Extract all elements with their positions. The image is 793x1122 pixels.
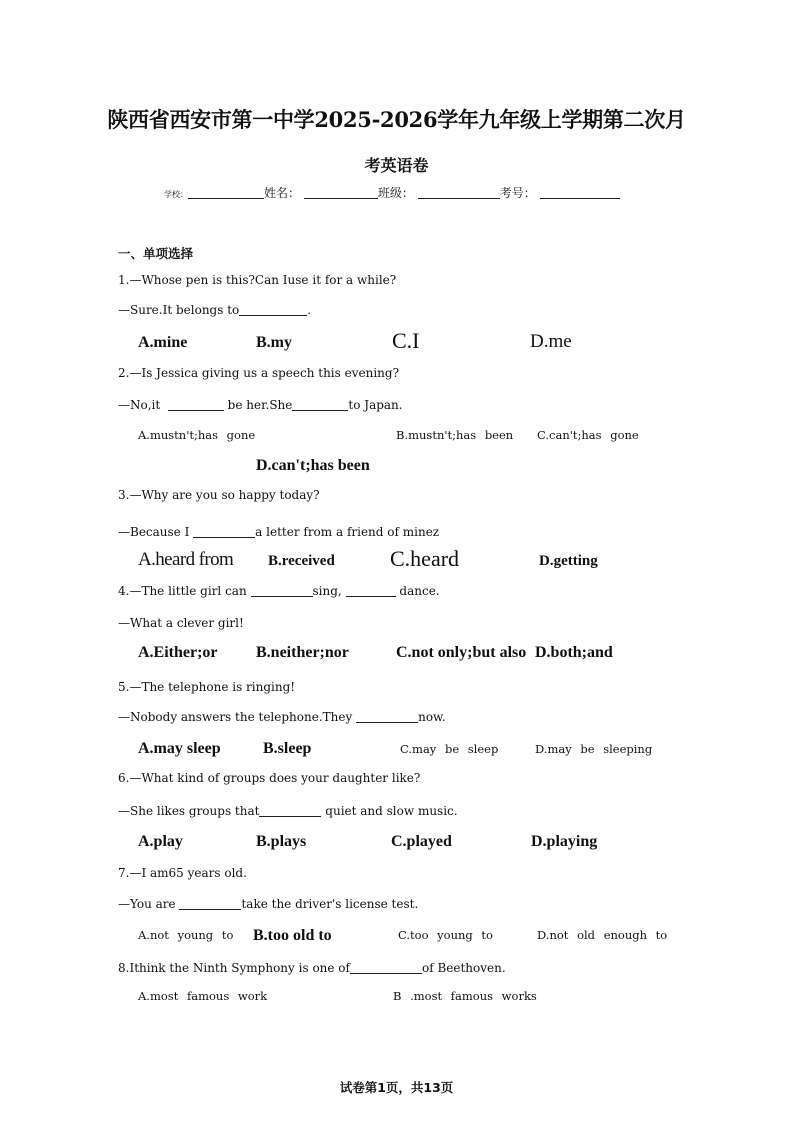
answer-blank (251, 584, 313, 597)
number-label: 考号： (499, 186, 536, 200)
answer-blank (292, 398, 348, 411)
answer-blank (350, 961, 422, 974)
q5-text-pre: —Nobody answers the telephone.They (118, 710, 353, 724)
answer-blank (193, 525, 255, 538)
answer-blank (346, 584, 396, 597)
name-blank[interactable] (304, 186, 378, 199)
q2-text-mid: be her.She (227, 398, 293, 412)
q7-text-post: take the driver's license test. (241, 897, 419, 911)
q1-option-b[interactable]: B.my (256, 334, 292, 351)
q6-option-b[interactable]: B.plays (256, 833, 307, 850)
q4-text-mid: sing, (312, 584, 342, 598)
q5-option-c[interactable]: C.may be sleep (400, 742, 499, 756)
question-1-line-1: 1.—Whose pen is this?Can Iuse it for a while? (118, 273, 397, 287)
q6-option-d[interactable]: D.playing (531, 833, 598, 850)
q6-text-pre: —She likes groups that (118, 804, 260, 818)
q4-option-d[interactable]: D.both;and (535, 644, 613, 661)
q3-option-c[interactable]: C.heard (390, 546, 460, 571)
q7-option-d[interactable]: D.not old enough to (537, 928, 668, 942)
q8-option-b[interactable]: B .most famous works (393, 989, 537, 1003)
q7-text-pre: —You are (118, 897, 176, 911)
q8-option-a[interactable]: A.most famous work (138, 989, 268, 1003)
q1-option-c[interactable]: C.I (392, 328, 420, 353)
question-6-line-2 (118, 804, 458, 818)
q4-option-a[interactable]: A.Either;or (138, 644, 218, 661)
answer-blank (179, 897, 241, 910)
q3-option-b[interactable]: B.received (268, 553, 335, 569)
q2-option-b[interactable]: B.mustn't;has been (396, 428, 514, 442)
class-label: 班级： (377, 186, 414, 200)
exam-title: 陕西省西安市第一中学2025-2026学年九年级上学期第二次月 (107, 107, 686, 132)
question-3-line-2 (118, 525, 439, 539)
q2-text-pre: —No,it (118, 398, 161, 412)
question-4-line-2: —What a clever girl! (118, 616, 244, 630)
q4-option-c[interactable]: C.not only;but also (396, 644, 527, 661)
question-8-line-1 (118, 961, 506, 975)
answer-blank (259, 804, 321, 817)
student-info-line (164, 184, 620, 201)
question-2-line-2 (118, 398, 403, 412)
q5-option-b[interactable]: B.sleep (263, 740, 312, 757)
q4-option-b[interactable]: B.neither;nor (256, 644, 349, 661)
q5-option-a[interactable]: A.may sleep (138, 740, 221, 757)
question-3-line-1: 3.—Why are you so happy today? (118, 488, 320, 502)
exam-subtitle: 考英语卷 (364, 156, 429, 175)
question-5-line-2 (118, 710, 446, 724)
question-6-line-1: 6.—What kind of groups does your daughter like? (118, 771, 421, 785)
question-7-line-1: 7.—I am65 years old. (118, 866, 247, 880)
q7-option-b[interactable]: B.too old to (253, 927, 332, 944)
q3-option-a[interactable]: A.heard from (138, 549, 234, 570)
q8-text-post: of Beethoven. (421, 961, 506, 975)
q2-option-a[interactable]: A.mustn't;has gone (138, 428, 256, 442)
q7-option-a[interactable]: A.not young to (138, 928, 234, 942)
q8-text-pre: 8.Ithink the Ninth Symphony is one of (118, 961, 350, 975)
q2-option-d[interactable]: D.can't;has been (256, 457, 370, 474)
q3-text-post: a letter from a friend of minez (255, 525, 440, 539)
q6-option-c[interactable]: C.played (391, 833, 452, 850)
name-label: 姓名： (264, 186, 301, 200)
q3-text-pre: —Because I (118, 525, 190, 539)
q6-option-a[interactable]: A.play (138, 833, 183, 850)
q7-option-c[interactable]: C.too young to (398, 928, 493, 942)
answer-blank (356, 710, 418, 723)
q4-text-pre: 4.—The little girl can (118, 584, 247, 598)
q3-option-d[interactable]: D.getting (539, 553, 598, 569)
question-2-line-1: 2.—Is Jessica giving us a speech this evening? (118, 366, 400, 380)
section-title: 一、单项选择 (118, 246, 194, 261)
q2-option-c[interactable]: C.can't;has gone (537, 428, 639, 442)
class-blank[interactable] (418, 186, 500, 199)
q4-text-post: dance. (399, 584, 440, 598)
question-4-line-1 (118, 584, 440, 598)
number-blank[interactable] (540, 186, 620, 199)
school-label: 学校： (164, 190, 188, 199)
question-7-line-2 (118, 897, 418, 911)
answer-blank (168, 398, 224, 411)
q5-text-post: now. (418, 710, 446, 724)
page-footer: 试卷第1页，共13页 (339, 1080, 454, 1095)
q1-option-a[interactable]: A.mine (138, 334, 188, 351)
q1-text-post: . (307, 303, 312, 317)
q5-option-d[interactable]: D.may be sleeping (535, 742, 653, 756)
question-1-line-2 (118, 303, 311, 317)
q6-text-post: quiet and slow music. (325, 804, 458, 818)
answer-blank (239, 303, 307, 316)
question-5-line-1: 5.—The telephone is ringing! (118, 680, 296, 694)
q2-text-post: to Japan. (348, 398, 403, 412)
school-blank[interactable] (188, 186, 264, 199)
q1-option-d[interactable]: D.me (530, 331, 572, 352)
q1-text-pre: —Sure.It belongs to (118, 303, 240, 317)
